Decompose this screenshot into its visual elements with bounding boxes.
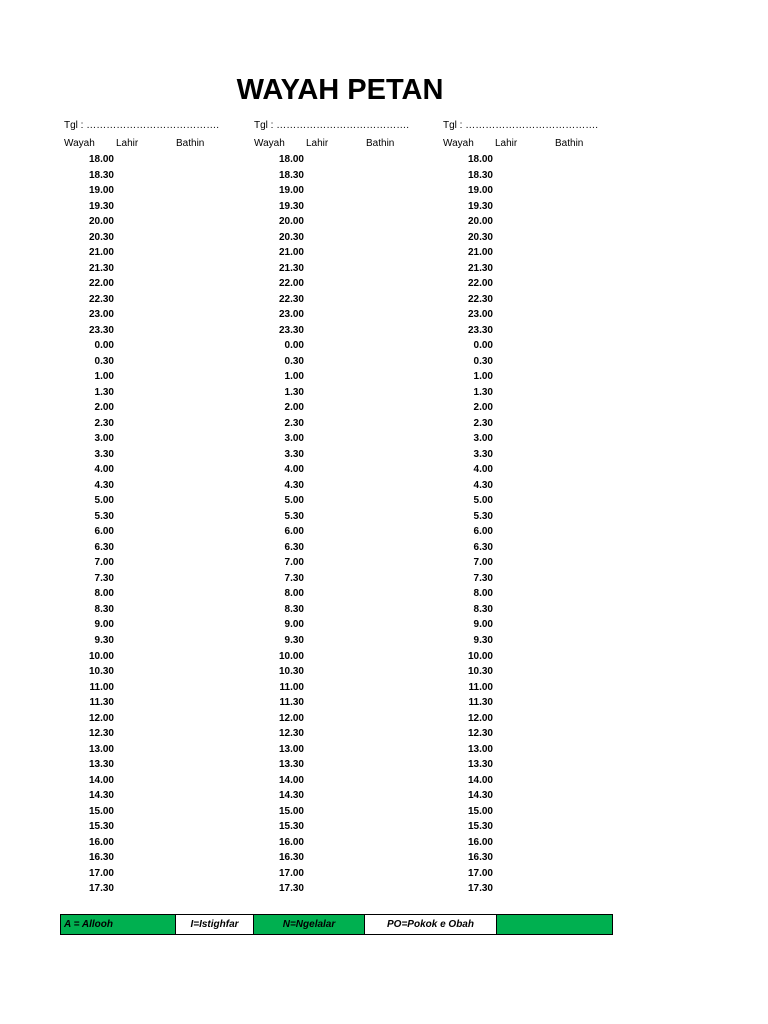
time-row: 17.30 bbox=[467, 883, 493, 895]
time-row: 2.30 bbox=[284, 417, 304, 429]
time-row: 11.00 bbox=[468, 681, 493, 693]
time-row: 19.30 bbox=[278, 200, 304, 212]
time-row: 16.00 bbox=[467, 836, 493, 848]
time-row: 20.00 bbox=[88, 216, 114, 228]
time-row: 15.30 bbox=[88, 821, 114, 833]
time-row: 21.30 bbox=[88, 262, 114, 274]
legend-blank bbox=[497, 915, 612, 934]
time-row: 12.30 bbox=[88, 728, 114, 740]
time-row: 10.30 bbox=[467, 666, 493, 678]
time-row: 20.30 bbox=[278, 231, 304, 243]
time-row: 15.00 bbox=[278, 805, 304, 817]
time-row: 3.30 bbox=[284, 448, 304, 460]
time-row: 13.00 bbox=[278, 743, 304, 755]
time-row: 17.30 bbox=[88, 883, 114, 895]
time-row: 19.00 bbox=[88, 185, 114, 197]
time-row: 0.30 bbox=[94, 355, 114, 367]
time-row: 22.00 bbox=[278, 278, 304, 290]
time-row: 12.00 bbox=[467, 712, 493, 724]
time-row: 4.30 bbox=[284, 479, 304, 491]
day-column-3 bbox=[443, 118, 623, 897]
time-row: 19.00 bbox=[467, 185, 493, 197]
header-bathin: Bathin bbox=[555, 138, 584, 149]
time-row: 4.00 bbox=[94, 464, 114, 476]
time-row: 14.30 bbox=[467, 790, 493, 802]
time-row: 0.00 bbox=[284, 340, 304, 352]
column-header-row bbox=[443, 136, 623, 152]
time-row: 9.30 bbox=[473, 634, 493, 646]
time-list bbox=[254, 152, 434, 897]
time-row: 4.30 bbox=[94, 479, 114, 491]
time-row: 5.30 bbox=[473, 510, 493, 522]
time-row: 17.00 bbox=[88, 867, 114, 879]
time-row: 14.00 bbox=[467, 774, 493, 786]
time-row: 10.00 bbox=[88, 650, 114, 662]
date-field[interactable]: Tgl : …………………………………. bbox=[254, 120, 410, 131]
time-row: 18.00 bbox=[88, 154, 114, 165]
time-row: 7.30 bbox=[284, 572, 304, 584]
time-row: 9.00 bbox=[473, 619, 493, 631]
legend-bar bbox=[60, 914, 613, 935]
time-row: 7.30 bbox=[473, 572, 493, 584]
time-row: 5.30 bbox=[94, 510, 114, 522]
time-row: 8.30 bbox=[473, 603, 493, 615]
time-row: 13.00 bbox=[467, 743, 493, 755]
time-row: 5.00 bbox=[94, 495, 114, 507]
time-row: 12.30 bbox=[278, 728, 304, 740]
column-header-row bbox=[64, 136, 244, 152]
legend-pokok-e-obah: PO=Pokok e Obah bbox=[365, 915, 497, 934]
legend-allooh: A = Allooh bbox=[61, 915, 176, 934]
time-row: 6.00 bbox=[473, 526, 493, 538]
time-row: 19.30 bbox=[467, 200, 493, 212]
time-row: 1.30 bbox=[284, 386, 304, 398]
time-row: 11.30 bbox=[89, 697, 114, 709]
header-lahir: Lahir bbox=[306, 138, 329, 149]
time-row: 18.00 bbox=[467, 154, 493, 165]
time-row: 6.00 bbox=[94, 526, 114, 538]
time-row: 15.30 bbox=[467, 821, 493, 833]
time-row: 8.00 bbox=[473, 588, 493, 600]
column-header-row bbox=[254, 136, 434, 152]
time-row: 8.30 bbox=[284, 603, 304, 615]
time-row: 5.00 bbox=[284, 495, 304, 507]
time-row: 21.00 bbox=[467, 247, 493, 259]
time-row: 0.00 bbox=[473, 340, 493, 352]
time-row: 10.30 bbox=[278, 666, 304, 678]
time-row: 18.30 bbox=[278, 169, 304, 181]
time-row: 9.00 bbox=[284, 619, 304, 631]
time-row: 14.00 bbox=[278, 774, 304, 786]
time-row: 8.00 bbox=[94, 588, 114, 600]
time-row: 9.00 bbox=[94, 619, 114, 631]
time-row: 3.00 bbox=[284, 433, 304, 445]
time-row: 13.00 bbox=[88, 743, 114, 755]
time-row: 2.00 bbox=[473, 402, 493, 414]
time-row: 11.30 bbox=[279, 697, 304, 709]
time-row: 2.30 bbox=[94, 417, 114, 429]
time-row: 0.30 bbox=[473, 355, 493, 367]
time-row: 6.30 bbox=[473, 541, 493, 553]
time-row: 1.00 bbox=[94, 371, 114, 383]
time-row: 5.00 bbox=[473, 495, 493, 507]
time-row: 11.00 bbox=[89, 681, 114, 693]
time-row: 23.30 bbox=[88, 324, 114, 336]
time-row: 14.30 bbox=[278, 790, 304, 802]
time-row: 22.30 bbox=[88, 293, 114, 305]
time-row: 10.30 bbox=[88, 666, 114, 678]
time-row: 23.30 bbox=[467, 324, 493, 336]
time-row: 23.30 bbox=[278, 324, 304, 336]
time-row: 2.00 bbox=[284, 402, 304, 414]
time-row: 11.00 bbox=[279, 681, 304, 693]
time-row: 12.00 bbox=[88, 712, 114, 724]
time-row: 9.30 bbox=[284, 634, 304, 646]
time-row: 7.00 bbox=[473, 557, 493, 569]
time-row: 3.30 bbox=[94, 448, 114, 460]
time-row: 17.30 bbox=[278, 883, 304, 895]
time-row: 16.00 bbox=[88, 836, 114, 848]
time-row: 14.30 bbox=[88, 790, 114, 802]
time-list bbox=[443, 152, 623, 897]
time-row: 22.00 bbox=[88, 278, 114, 290]
header-wayah: Wayah bbox=[64, 138, 95, 149]
header-lahir: Lahir bbox=[495, 138, 518, 149]
time-row: 22.30 bbox=[467, 293, 493, 305]
time-row: 0.30 bbox=[284, 355, 304, 367]
time-row: 16.30 bbox=[88, 852, 114, 864]
time-row: 21.00 bbox=[88, 247, 114, 259]
time-row: 16.30 bbox=[278, 852, 304, 864]
time-row: 0.00 bbox=[94, 340, 114, 352]
header-lahir: Lahir bbox=[116, 138, 139, 149]
time-row: 2.30 bbox=[473, 417, 493, 429]
legend-ngelalar: N=Ngelalar bbox=[254, 915, 365, 934]
time-row: 16.30 bbox=[467, 852, 493, 864]
header-bathin: Bathin bbox=[366, 138, 395, 149]
time-row: 11.30 bbox=[468, 697, 493, 709]
time-row: 13.30 bbox=[278, 759, 304, 771]
time-row: 4.30 bbox=[473, 479, 493, 491]
time-row: 18.30 bbox=[88, 169, 114, 181]
time-row: 13.30 bbox=[88, 759, 114, 771]
date-field[interactable]: Tgl : …………………………………. bbox=[443, 120, 599, 131]
time-row: 1.00 bbox=[473, 371, 493, 383]
time-row: 3.30 bbox=[473, 448, 493, 460]
time-row: 22.30 bbox=[278, 293, 304, 305]
time-row: 23.00 bbox=[467, 309, 493, 321]
time-row: 2.00 bbox=[94, 402, 114, 414]
time-row: 7.00 bbox=[284, 557, 304, 569]
time-row: 9.30 bbox=[94, 634, 114, 646]
time-row: 4.00 bbox=[473, 464, 493, 476]
time-list bbox=[64, 152, 244, 897]
time-row: 1.00 bbox=[284, 371, 304, 383]
time-row: 19.00 bbox=[278, 185, 304, 197]
time-row: 18.30 bbox=[467, 169, 493, 181]
time-row: 6.30 bbox=[284, 541, 304, 553]
time-row: 3.00 bbox=[473, 433, 493, 445]
time-row: 15.00 bbox=[88, 805, 114, 817]
time-row: 10.00 bbox=[278, 650, 304, 662]
time-row: 12.00 bbox=[278, 712, 304, 724]
time-row: 23.00 bbox=[278, 309, 304, 321]
time-row: 1.30 bbox=[473, 386, 493, 398]
time-row: 20.00 bbox=[278, 216, 304, 228]
time-row: 1.30 bbox=[94, 386, 114, 398]
time-row: 3.00 bbox=[94, 433, 114, 445]
time-row: 21.30 bbox=[278, 262, 304, 274]
time-row: 17.00 bbox=[278, 867, 304, 879]
time-row: 7.00 bbox=[94, 557, 114, 569]
time-row: 14.00 bbox=[88, 774, 114, 786]
time-row: 18.00 bbox=[278, 154, 304, 165]
time-row: 21.00 bbox=[278, 247, 304, 259]
time-row: 21.30 bbox=[467, 262, 493, 274]
time-row: 20.30 bbox=[467, 231, 493, 243]
header-wayah: Wayah bbox=[254, 138, 285, 149]
time-row: 8.30 bbox=[94, 603, 114, 615]
time-row: 13.30 bbox=[467, 759, 493, 771]
page-title: WAYAH PETAN bbox=[236, 74, 444, 106]
time-row: 19.30 bbox=[88, 200, 114, 212]
time-row: 23.00 bbox=[88, 309, 114, 321]
time-row: 15.30 bbox=[278, 821, 304, 833]
time-row: 17.00 bbox=[467, 867, 493, 879]
header-bathin: Bathin bbox=[176, 138, 205, 149]
day-column-1 bbox=[64, 118, 244, 897]
time-row: 6.30 bbox=[94, 541, 114, 553]
time-row: 20.30 bbox=[88, 231, 114, 243]
time-row: 8.00 bbox=[284, 588, 304, 600]
time-row: 5.30 bbox=[284, 510, 304, 522]
time-row: 15.00 bbox=[467, 805, 493, 817]
time-row: 20.00 bbox=[467, 216, 493, 228]
time-row: 16.00 bbox=[278, 836, 304, 848]
time-row: 6.00 bbox=[284, 526, 304, 538]
day-column-2 bbox=[254, 118, 434, 897]
legend-istighfar: I=Istighfar bbox=[176, 915, 254, 934]
time-row: 4.00 bbox=[284, 464, 304, 476]
time-row: 10.00 bbox=[467, 650, 493, 662]
time-row: 22.00 bbox=[467, 278, 493, 290]
header-wayah: Wayah bbox=[443, 138, 474, 149]
time-row: 12.30 bbox=[467, 728, 493, 740]
date-field[interactable]: Tgl : …………………………………. bbox=[64, 120, 220, 131]
time-row: 7.30 bbox=[94, 572, 114, 584]
